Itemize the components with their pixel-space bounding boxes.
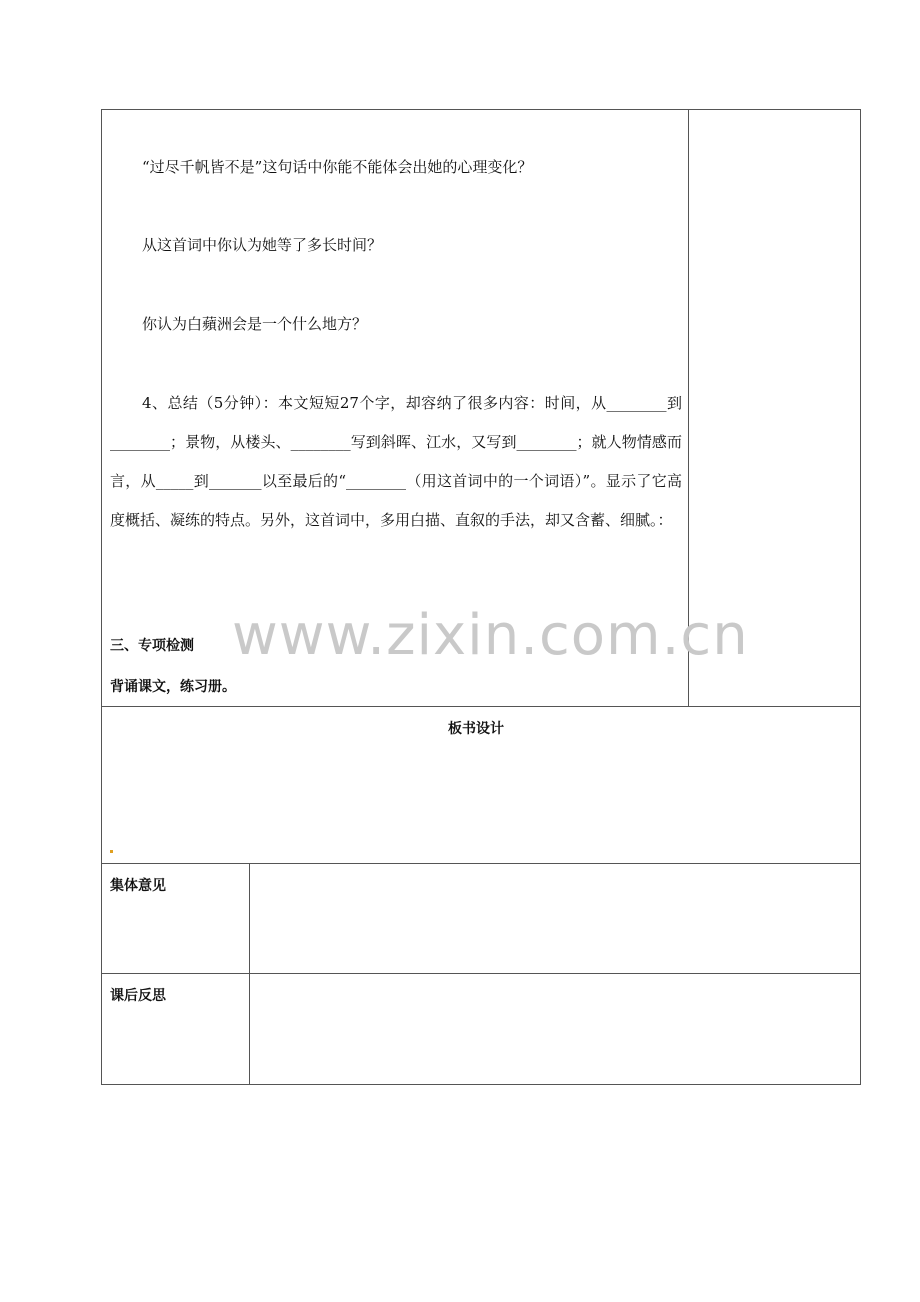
section-3-task: 背诵课文，练习册。 bbox=[110, 679, 236, 695]
question-1: “过尽千帆皆不是”这句话中你能不能体会出她的心理变化？ bbox=[142, 158, 533, 176]
board-top-border bbox=[101, 706, 861, 707]
cursor-mark bbox=[110, 850, 113, 853]
opinion-label: 集体意见 bbox=[110, 878, 166, 894]
section-3-title: 三、专项检测 bbox=[110, 638, 194, 654]
summary-paragraph bbox=[110, 384, 682, 540]
summary-text: 4、总结（5分钟）：本文短短27个字，却容纳了很多内容：时间，从________到________；景物，从楼头、________写到斜晖、江水，又写到________；就人物情感而言，从_____到_______以至最后的“________（用这首词中的一个词语）”。显示了它高度概括、凝练的特点。另外，这首词中，多用白描、直叙的手法，却又含蓄、细腻。： bbox=[110, 394, 682, 529]
board-title: 板书设计 bbox=[448, 721, 504, 737]
reflection-label: 课后反思 bbox=[110, 988, 166, 1004]
reflection-value[interactable] bbox=[260, 986, 850, 1076]
table-left-border bbox=[101, 109, 102, 1085]
table-bottom-border bbox=[101, 1084, 861, 1085]
table-top-border bbox=[101, 109, 861, 110]
label-column-border bbox=[249, 863, 250, 1085]
question-2: 从这首词中你认为她等了多长时间？ bbox=[142, 236, 383, 254]
watermark: www.zixin.com.cn bbox=[232, 603, 749, 668]
table-right-border bbox=[860, 109, 861, 1085]
opinion-value[interactable] bbox=[260, 876, 850, 966]
reflection-top-border bbox=[101, 973, 861, 974]
question-3: 你认为白蘋洲会是一个什么地方？ bbox=[142, 315, 368, 333]
opinion-top-border bbox=[101, 863, 861, 864]
